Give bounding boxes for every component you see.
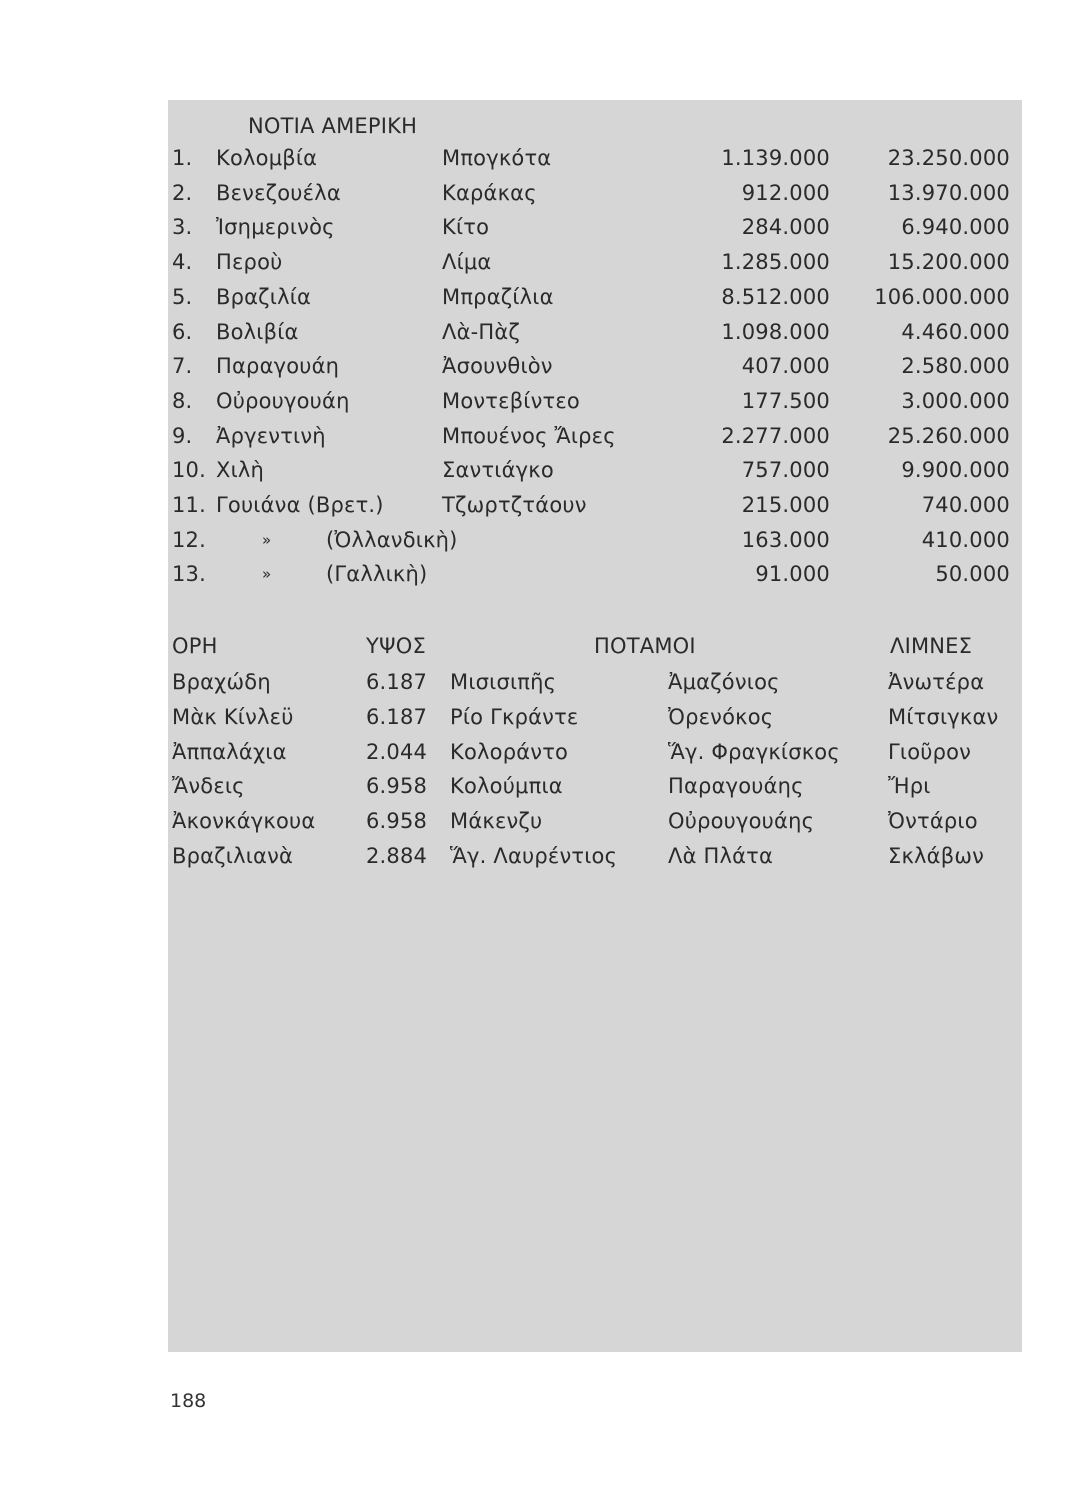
ditto-mark: » (262, 531, 272, 549)
row-number: 11. (172, 493, 206, 517)
header-rivers: ΠΟΤΑΜΟΙ (594, 634, 696, 658)
area-cell: 91.000 (755, 562, 830, 586)
row-number: 10. (172, 458, 206, 482)
river-name: Ἅγ. Λαυρέντιος (450, 844, 618, 868)
area-cell: 1.139.000 (721, 146, 830, 170)
population-cell: 410.000 (921, 528, 1010, 552)
area-cell: 1.098.000 (721, 320, 830, 344)
capital-cell: Μπουένος Ἄιρες (442, 424, 616, 448)
row-number: 2. (172, 181, 193, 205)
area-cell: 757.000 (741, 458, 830, 482)
ditto-mark: » (262, 565, 272, 583)
capital-cell: Λὰ-Πὰζ (442, 320, 521, 344)
river-name: Μάκενζυ (450, 809, 543, 833)
river-name: Κολούμπια (450, 774, 563, 798)
population-cell: 3.000.000 (901, 389, 1010, 413)
country-name: Χιλὴ (216, 458, 265, 482)
river-name: Λὰ Πλάτα (668, 844, 774, 868)
mountain-name: Ἀκονκάγκουα (172, 809, 316, 833)
capital-cell: Καράκας (442, 181, 537, 205)
area-cell: 177.500 (741, 389, 830, 413)
river-name: Ἅγ. Φραγκίσκος (668, 740, 840, 764)
mountain-height: 6.187 (366, 705, 428, 729)
row-number: 8. (172, 389, 193, 413)
area-cell: 2.277.000 (721, 424, 830, 448)
capital-cell: (Ὀλλανδικὴ) (326, 528, 458, 552)
mountain-height: 6.187 (366, 670, 428, 694)
river-name: Ρίο Γκράντε (450, 705, 579, 729)
area-cell: 912.000 (741, 181, 830, 205)
header-lakes: ΛΙΜΝΕΣ (890, 634, 973, 658)
lake-name: Ὀντάριο (888, 809, 978, 833)
lake-name: Σκλάβων (888, 844, 985, 868)
capital-cell: Κίτο (442, 215, 490, 239)
row-number: 7. (172, 354, 193, 378)
lake-name: Ἤρι (888, 774, 931, 798)
capital-cell: Μπραζίλια (442, 285, 554, 309)
population-cell: 9.900.000 (901, 458, 1010, 482)
mountain-height: 2.044 (366, 740, 428, 764)
mountain-height: 6.958 (366, 809, 428, 833)
area-cell: 1.285.000 (721, 250, 830, 274)
mountain-name: Ἄνδεις (172, 774, 245, 798)
area-cell: 163.000 (741, 528, 830, 552)
lake-name: Ἀνωτέρα (888, 670, 985, 694)
mountain-name: Μὰκ Κίνλεϋ (172, 705, 294, 729)
river-name: Παραγουάης (668, 774, 804, 798)
mountain-name: Βραζιλιανὰ (172, 844, 294, 868)
capital-cell: Σαντιάγκο (442, 458, 554, 482)
population-cell: 15.200.000 (887, 250, 1010, 274)
river-name: Οὐρουγουάης (668, 809, 815, 833)
area-cell: 407.000 (741, 354, 830, 378)
country-name: Γουιάνα (Βρετ.) (216, 493, 384, 517)
river-name: Ἀμαζόνιος (668, 670, 780, 694)
row-number: 3. (172, 215, 193, 239)
row-number: 4. (172, 250, 193, 274)
population-cell: 13.970.000 (887, 181, 1010, 205)
country-name: Βολιβία (216, 320, 299, 344)
mountain-height: 6.958 (366, 774, 428, 798)
country-name: Οὐρουγουάη (216, 389, 350, 413)
mountain-name: Ἀππαλάχια (172, 740, 287, 764)
row-number: 6. (172, 320, 193, 344)
country-name: Ἀργεντινὴ (216, 424, 326, 448)
country-name: Περοὺ (216, 250, 283, 274)
capital-cell: Λίμα (442, 250, 492, 274)
river-name: Ὀρενόκος (668, 705, 774, 729)
population-cell: 6.940.000 (901, 215, 1010, 239)
population-cell: 50.000 (935, 562, 1010, 586)
lake-name: Γιοῦρον (888, 740, 972, 764)
area-cell: 284.000 (741, 215, 830, 239)
mountain-height: 2.884 (366, 844, 428, 868)
country-name: Ἰσημερινὸς (216, 215, 335, 239)
population-cell: 2.580.000 (901, 354, 1010, 378)
row-number: 9. (172, 424, 193, 448)
population-cell: 740.000 (921, 493, 1010, 517)
population-cell: 25.260.000 (887, 424, 1010, 448)
row-number: 1. (172, 146, 193, 170)
country-name: Κολομβία (216, 146, 318, 170)
header-mountains: ΟΡΗ (172, 634, 218, 658)
lake-name: Μίτσιγκαν (888, 705, 999, 729)
area-cell: 8.512.000 (721, 285, 830, 309)
page-number: 188 (170, 1390, 207, 1412)
capital-cell: Μπογκότα (442, 146, 552, 170)
capital-cell: Ἀσουνθιὸν (442, 354, 553, 378)
capital-cell: Τζωρτζτάουν (442, 493, 587, 517)
population-cell: 106.000.000 (874, 285, 1010, 309)
row-number: 12. (172, 528, 206, 552)
country-name: Βραζιλία (216, 285, 312, 309)
area-cell: 215.000 (741, 493, 830, 517)
capital-cell: (Γαλλικὴ) (326, 562, 428, 586)
capital-cell: Μοντεβίντεο (442, 389, 580, 413)
river-name: Μισισιπῆς (450, 670, 557, 694)
country-name: Βενεζουέλα (216, 181, 341, 205)
mountain-name: Βραχώδη (172, 670, 271, 694)
population-cell: 23.250.000 (887, 146, 1010, 170)
row-number: 13. (172, 562, 206, 586)
country-name: Παραγουάη (216, 354, 340, 378)
river-name: Κολοράντο (450, 740, 569, 764)
section-title: ΝΟΤΙΑ ΑΜΕΡΙΚΗ (248, 114, 418, 138)
row-number: 5. (172, 285, 193, 309)
header-height: ΥΨΟΣ (366, 634, 426, 658)
population-cell: 4.460.000 (901, 320, 1010, 344)
